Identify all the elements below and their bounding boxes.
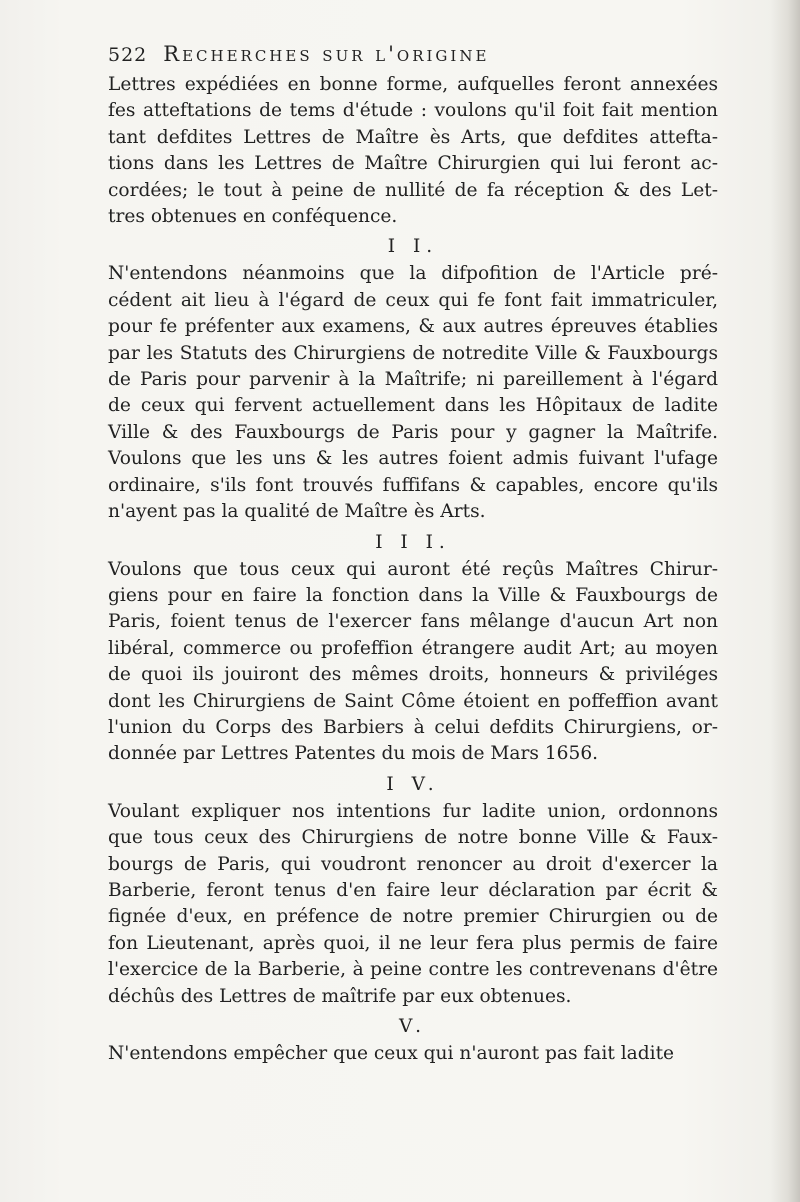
text-line: ordinaire, s'ils font trouvés fuffifans & capables, encore qu'ils <box>108 474 718 496</box>
text-line: giens pour en faire la fonction dans la Ville & Fauxbourgs de <box>108 584 718 606</box>
page-number: 522 <box>108 44 148 66</box>
body-text <box>108 72 718 1067</box>
text-line: N'entendons néanmoins que la difpofition de l'Article pré- <box>108 263 718 285</box>
text-line: de Paris pour parvenir à la Maîtrife; ni pareillement à l'égard <box>108 369 718 391</box>
text-line: Ville & des Fauxbourgs de Paris pour y gagner la Maîtrife. <box>108 421 718 443</box>
paragraph <box>108 72 718 230</box>
text-line: l'exercice de la Barberie, à peine contre les contrevenans d'être <box>108 959 718 981</box>
text-line: l'union du Corps des Barbiers à celui defdits Chirurgiens, or- <box>108 716 718 738</box>
page-header <box>108 42 718 66</box>
article-number: V. <box>398 1016 427 1037</box>
text-line: Voulant expliquer nos intentions fur ladite union, ordonnons <box>108 800 718 822</box>
article-number: I V. <box>386 773 440 795</box>
text-line: tres obtenues en conféquence. <box>108 206 398 228</box>
text-line: que tous ceux des Chirurgiens de notre bonne Ville & Faux- <box>108 827 718 849</box>
text-line: cédent ait lieu à l'égard de ceux qui fe font fait immatriculer, <box>108 289 718 311</box>
text-line: cordées; le tout à peine de nullité de fa réception & des Let- <box>108 179 718 201</box>
text-line: Lettres expédiées en bonne forme, aufquelles feront annexées <box>108 74 718 95</box>
paragraph <box>108 557 718 768</box>
text-line: bourgs de Paris, qui voudront renoncer au droit d'exercer la <box>108 853 718 875</box>
text-line: tant defdites Lettres de Maître ès Arts, que defdites attefta- <box>108 126 718 148</box>
text-line: pour fe préfenter aux examens, & aux autres épreuves établies <box>108 316 718 338</box>
text-line: de ceux qui fervent actuellement dans les Hôpitaux de ladite <box>108 395 718 417</box>
text-line: fon Lieutenant, après quoi, il ne leur fera plus permis de faire <box>108 932 718 954</box>
text-line: tions dans les Lettres de Maître Chirurgien qui lui feront ac- <box>108 153 718 175</box>
text-line: Barberie, feront tenus d'en faire leur déclaration par écrit & <box>108 879 718 901</box>
text-line: n'ayent pas la qualité de Maître ès Arts. <box>108 501 486 523</box>
running-title: Recherches sur l'origine <box>163 42 490 66</box>
text-line: fignée d'eux, en préfence de notre premier Chirurgien ou de <box>108 906 718 928</box>
text-block <box>108 42 718 1067</box>
text-line: déchûs des Lettres de maîtrife par eux obtenues. <box>108 985 572 1007</box>
text-line: par les Statuts des Chirurgiens de notredite Ville & Fauxbourgs <box>108 342 718 364</box>
text-line: Voulons que tous ceux qui auront été reçûs Maîtres Chirur- <box>108 558 718 580</box>
text-line: N'entendons empêcher que ceux qui n'auront pas fait ladite <box>108 1043 675 1064</box>
page-edge-shadow <box>770 0 800 1202</box>
article-number: I I I. <box>375 531 451 553</box>
article-number: I I. <box>387 236 439 258</box>
paragraph <box>108 799 718 1010</box>
text-line: dont les Chirurgiens de Saint Côme étoient en poffeffion avant <box>108 690 718 712</box>
text-line: Voulons que les uns & les autres foient admis fuivant l'ufage <box>108 448 718 470</box>
text-line: libéral, commerce ou profeffion étrangere audit Art; au moyen <box>108 637 718 659</box>
text-line: fes atteftations de tems d'étude : voulons qu'il foit fait mention <box>108 100 718 122</box>
text-line: Paris, foient tenus de l'exercer fans mêlange d'aucun Art non <box>108 611 718 633</box>
text-line: donnée par Lettres Patentes du mois de Mars 1656. <box>108 743 599 765</box>
paragraph <box>108 1041 718 1067</box>
paragraph <box>108 261 718 525</box>
text-line: de quoi ils jouiront des mêmes droits, honneurs & priviléges <box>108 664 718 686</box>
